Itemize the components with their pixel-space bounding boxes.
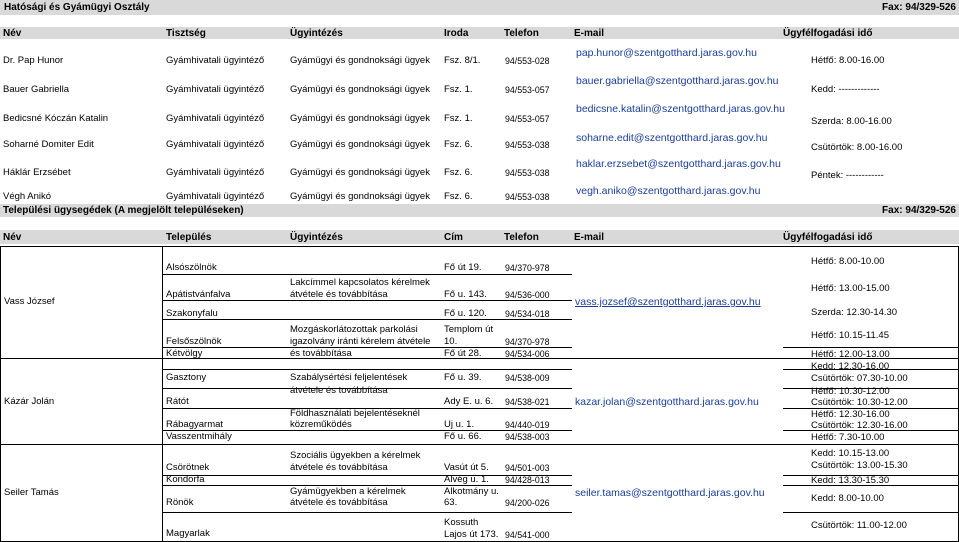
staff-email-link[interactable]: bauer.gabriella@szentgotthard.jaras.gov.hu [576, 75, 779, 87]
phone: 94/534-006 [505, 349, 550, 359]
task-text: Gyámügyekben a kérelmek [290, 486, 406, 497]
header-phone: Telefon [504, 232, 539, 243]
assistant-hours: Csütörtök: 12.30-16.00 [811, 420, 908, 431]
assistant-hours: Kedd: 10.15-13.00 [811, 448, 890, 459]
task-text: átvétele és továbbítása [290, 289, 388, 300]
assistant-hours: Kedd: 13.30-15.30 [811, 475, 890, 486]
table-line [783, 512, 959, 513]
staff-phone: 94/553-057 [505, 85, 550, 95]
task-text: közreműködés [290, 419, 352, 430]
header-name: Név [3, 28, 22, 39]
phone: 94/440-019 [505, 420, 550, 430]
assistant-hours: Hétfő: 12.00-13.00 [811, 349, 890, 360]
address: Fő u. 120. [444, 308, 487, 319]
task-text: igazolvány iránti kérelem átvétele [290, 336, 431, 347]
assistant-hours: Hétfő: 8.00-10.00 [811, 256, 885, 267]
phone: 94/370-978 [505, 337, 550, 347]
address: Templom út [444, 324, 494, 335]
address: Kossuth [444, 517, 479, 528]
office-hours-thu: Csütörtök: 8.00-16.00 [811, 142, 903, 153]
table-line [162, 512, 572, 513]
phone: 94/428-013 [505, 475, 550, 485]
header-settlement: Település [166, 232, 212, 243]
address: Fő u. 66. [444, 431, 482, 442]
task-text: Földhasználati bejelentéseknél [290, 408, 420, 419]
settlement: Rönök [166, 497, 194, 508]
staff-office: Fsz. 1. [444, 84, 473, 95]
task-text: átvétele és továbbítása [290, 385, 388, 396]
address: Fő u. 143. [444, 289, 487, 300]
header-name: Név [3, 232, 22, 243]
address: 10. [444, 336, 458, 347]
settlement: Magyarlak [166, 528, 210, 539]
table-line [162, 246, 163, 542]
staff-task: Gyámügyi és gondnoksági ügyek [290, 191, 430, 202]
assistant-hours: Szerda: 12.30-14.30 [811, 307, 898, 318]
header-task: Ügyintézés [290, 232, 343, 243]
table-line [162, 300, 572, 301]
settlement: Kondorfa [166, 474, 205, 485]
task-text: Szociális ügyekben a kérelmek [290, 450, 421, 461]
office-hours-wed: Szerda: 8.00-16.00 [811, 116, 892, 127]
office-hours-fri: Péntek: ------------ [811, 170, 884, 181]
settlement: Apátistvánfalva [166, 289, 231, 300]
staff-position: Gyámhivatali ügyintéző [166, 191, 265, 202]
header-address: Cím [444, 232, 463, 243]
staff-name: Bedicsné Kóczán Katalin [3, 113, 109, 124]
table-line [162, 319, 572, 320]
staff-name: Háklár Erzsébet [3, 167, 71, 178]
table-line [0, 246, 1, 542]
settlement: Csörötnek [166, 462, 210, 473]
assistant-name: Vass József [4, 296, 55, 307]
staff-email-link[interactable]: pap.hunor@szentgotthard.jaras.gov.hu [576, 47, 757, 59]
assistant-hours: Csütörtök: 07.30-10.00 [811, 373, 908, 384]
assistant-hours: Hétfő: 12.30-16.00 [811, 409, 890, 420]
address: Alkotmány u. [444, 486, 499, 497]
table-line [162, 347, 572, 348]
staff-phone: 94/553-038 [505, 140, 550, 150]
address: Lajos út 173. [444, 529, 499, 540]
header-email: E-mail [574, 232, 605, 243]
phone: 94/536-000 [505, 290, 550, 300]
phone: 94/538-003 [505, 432, 550, 442]
staff-office: Fsz. 6. [444, 139, 473, 150]
header-task: Ügyintézés [290, 28, 343, 39]
assistant-email-link[interactable]: vass.jozsef@szentgotthard.jaras.gov.hu [575, 296, 761, 308]
staff-task: Gyámügyi és gondnoksági ügyek [290, 167, 430, 178]
table-line [162, 274, 572, 275]
settlement: Gasztony [166, 372, 207, 383]
staff-name: Végh Anikó [3, 191, 52, 202]
staff-name: Soharné Domiter Edit [3, 139, 94, 150]
staff-email-link[interactable]: haklar.erzsebet@szentgotthard.jaras.gov.hu [576, 158, 781, 170]
staff-phone: 94/553-038 [505, 168, 550, 178]
assistant-hours: Kedd: 8.00-10.00 [811, 493, 884, 504]
staff-office: Fsz. 6. [444, 191, 473, 202]
assistant-hours: Hétfő: 13.00-15.00 [811, 283, 890, 294]
address: Uj u. 1. [444, 419, 475, 430]
table-line [0, 444, 959, 445]
office-hours-tue: Kedd: ------------- [811, 84, 880, 95]
section2-title: Települési ügysegédek (A megjelölt településeken) [3, 205, 244, 216]
section1-fax: Fax: 94/329-526 [882, 2, 956, 13]
settlement: Felsőszölnök [166, 336, 222, 347]
staff-position: Gyámhivatali ügyintéző [166, 55, 265, 66]
staff-task: Gyámügyi és gondnoksági ügyek [290, 139, 430, 150]
staff-position: Gyámhivatali ügyintéző [166, 113, 265, 124]
staff-email-link[interactable]: bedicsne.katalin@szentgotthard.jaras.gov.hu [576, 103, 785, 115]
header-position: Tisztség [166, 28, 206, 39]
staff-office: Fsz. 1. [444, 113, 473, 124]
settlement: Alsószölnök [166, 262, 217, 273]
staff-office: Fsz. 8/1. [444, 55, 481, 66]
assistant-email-link[interactable]: kazar.jolan@szentgotthard.jaras.gov.hu [575, 396, 759, 408]
staff-task: Gyámügyi és gondnoksági ügyek [290, 55, 430, 66]
section2-fax: Fax: 94/329-526 [882, 205, 956, 216]
phone: 94/538-009 [505, 373, 550, 383]
address: Alvég u. 1. [444, 474, 489, 485]
task-text: Mozgáskorlátozottak parkolási [290, 324, 418, 335]
staff-position: Gyámhivatali ügyintéző [166, 84, 265, 95]
phone: 94/370-978 [505, 263, 550, 273]
staff-position: Gyámhivatali ügyintéző [166, 139, 265, 150]
staff-phone: 94/553-038 [505, 192, 550, 202]
header-email: E-mail [574, 28, 605, 39]
assistant-name: Seiler Tamás [4, 487, 59, 498]
phone: 94/501-003 [505, 463, 550, 473]
address: Ady E. u. 6. [444, 396, 494, 407]
table-line [162, 369, 572, 370]
assistant-hours: Csütörtök: 11.00-12.00 [811, 520, 907, 531]
assistant-hours: Hétfő: 7.30-10.00 [811, 432, 885, 443]
assistant-hours: Hétfő: 10.15-11.45 [811, 330, 889, 341]
settlement: Vasszentmihály [166, 431, 232, 442]
address: Fő út 28. [444, 348, 482, 359]
header-phone: Telefon [504, 28, 539, 39]
settlement: Szakonyfalu [166, 308, 218, 319]
task-text: átvétele és továbbítása [290, 497, 388, 508]
header-hours: Ügyfélfogadási idő [783, 232, 873, 243]
office-hours-mon: Hétfő: 8.00-16.00 [811, 55, 885, 66]
staff-office: Fsz. 6. [444, 167, 473, 178]
phone: 94/200-026 [505, 498, 550, 508]
task-text: Szabálysértési feljelentések [290, 372, 408, 383]
staff-phone: 94/553-028 [505, 56, 550, 66]
header-hours: Ügyfélfogadási idő [783, 28, 873, 39]
assistant-hours: Csütörtök: 10.30-12.00 [811, 397, 908, 408]
address: Fő u. 39. [444, 372, 482, 383]
staff-task: Gyámügyi és gondnoksági ügyek [290, 113, 430, 124]
staff-position: Gyámhivatali ügyintéző [166, 167, 265, 178]
address: Vasút út 5. [444, 462, 489, 473]
section1-title: Hatósági és Gyámügyi Osztály [4, 2, 150, 13]
staff-email-link[interactable]: soharne.edit@szentgotthard.jaras.gov.hu [576, 132, 768, 144]
phone: 94/538-021 [505, 397, 550, 407]
address: Fő út 19. [444, 262, 482, 273]
table-line [0, 246, 959, 247]
table-line [783, 347, 959, 348]
settlement: Kétvölgy [166, 348, 203, 359]
assistant-hours: Csütörtök: 13.00-15.30 [811, 460, 908, 471]
task-text: és továbbítása [290, 348, 352, 359]
assistant-email-link[interactable]: seiler.tamas@szentgotthard.jaras.gov.hu [575, 487, 765, 499]
staff-name: Dr. Pap Hunor [3, 55, 64, 66]
address: 63. [444, 497, 458, 508]
staff-phone: 94/553-057 [505, 114, 550, 124]
assistant-name: Kázár Jolán [4, 396, 55, 407]
assistant-hours: Hétfő: 10.30-12.00 [811, 386, 890, 397]
settlement: Rábagyarmat [166, 419, 224, 430]
task-text: átvétele és továbbítása [290, 462, 388, 473]
phone: 94/534-018 [505, 309, 550, 319]
header-office: Iroda [444, 28, 469, 39]
task-text: Lakcímmel kapcsolatos kérelmek [290, 277, 430, 288]
settlement: Rátót [166, 396, 189, 407]
staff-name: Bauer Gabriella [3, 84, 70, 95]
staff-task: Gyámügyi és gondnoksági ügyek [290, 84, 430, 95]
staff-email-link[interactable]: vegh.aniko@szentgotthard.jaras.gov.hu [576, 185, 761, 197]
phone: 94/541-000 [505, 530, 550, 540]
assistant-hours: Kedd: 12.30-16.00 [811, 361, 890, 372]
